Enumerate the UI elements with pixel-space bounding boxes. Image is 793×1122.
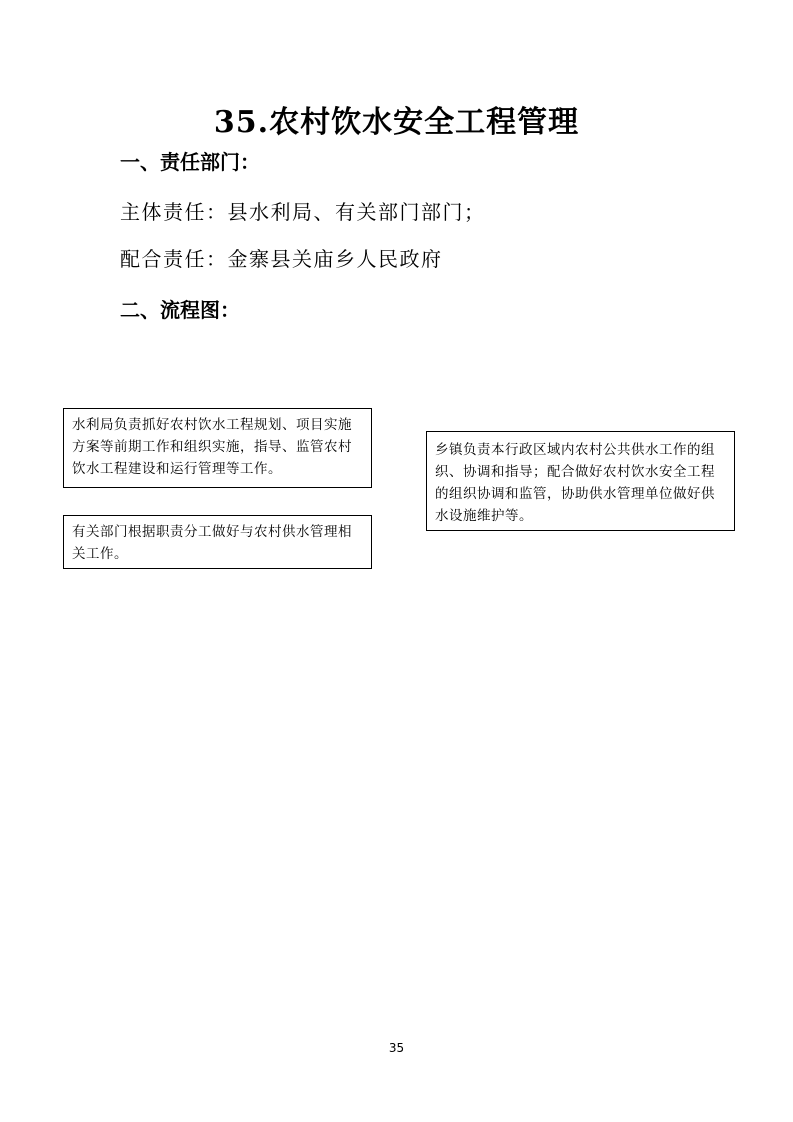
flow-box-related-departments: 有关部门根据职责分工做好与农村供水管理相关工作。 xyxy=(63,515,372,569)
page-number: 35 xyxy=(388,1041,405,1055)
page-title: 35.农村饮水安全工程管理 xyxy=(213,105,580,140)
section-heading-flowchart: 二、流程图： xyxy=(120,298,240,322)
main-responsibility-text: 主体责任：县水利局、有关部门部门； xyxy=(120,200,486,224)
flow-box-water-bureau: 水利局负责抓好农村饮水工程规划、项目实施方案等前期工作和组织实施，指导、监管农村饮水工程建设和运行管理等工作。 xyxy=(63,408,372,488)
cooperating-responsibility-text: 配合责任：金寨县关庙乡人民政府 xyxy=(120,247,443,271)
section-heading-responsible-departments: 一、责任部门： xyxy=(120,150,260,174)
flow-box-township: 乡镇负责本行政区域内农村公共供水工作的组织、协调和指导；配合做好农村饮水安全工程的组织协调和监管，协助供水管理单位做好供水设施维护等。 xyxy=(426,431,735,531)
